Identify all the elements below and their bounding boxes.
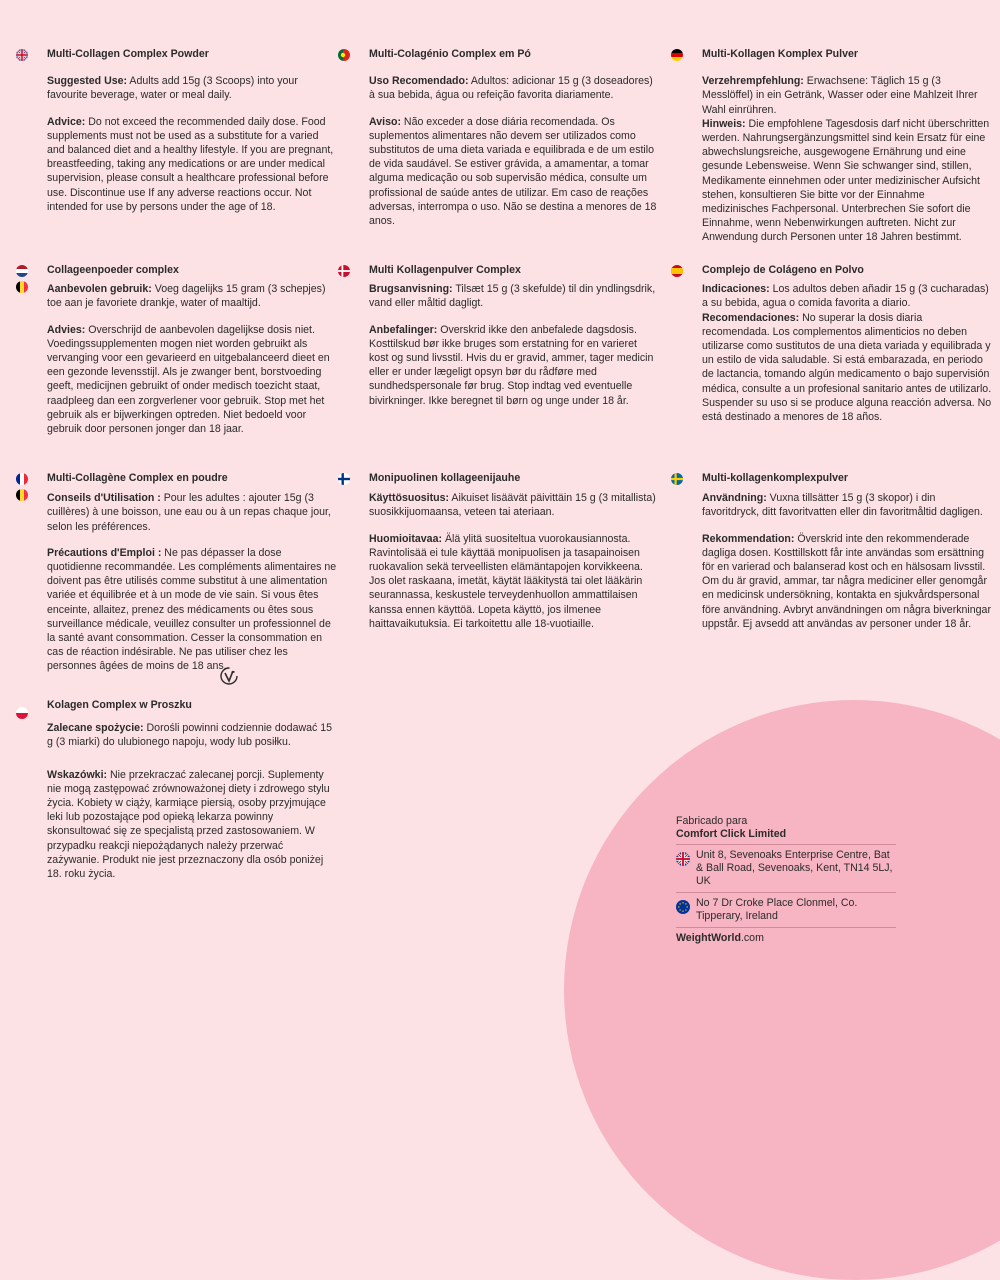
suggested-use: Uso Recomendado: Adultos: adicionar 15 g (3 doseadores) à sua bebida, água ou refeição favorita diariamente. [369,75,653,102]
section-sv [702,471,992,631]
section-title: Multi-kollagenkomplexpulver [702,472,848,484]
suggested-use: Aanbevolen gebruik: Voeg dagelijks 15 gram (3 schepjes) toe aan je favoriete drankje, water of maaltijd. [47,283,326,310]
advice: Advies: Overschrijd de aanbevolen dagelijkse dosis niet. Voedingssupplementen mogen niet worden gebruikt als vervanging voor een gevarieerd en uitgebalanceerd dieet en een gezonde levensstijl. Als je zwanger bent, borstvoeding geeft, medicijnen gebruikt of onder medisch toezicht staat, raadpleeg dan een zorgverlener voor gebruik. Stop met het gebruik als er bijwerkingen optreden. Niet bedoeld voor gebruik door personen jonger dan 18 jaar. [47,323,330,436]
poland-flag-icon [16,707,28,719]
eu-flag-icon [676,900,690,914]
section-fr [47,471,337,674]
advice: Aviso: Não exceder a dose diária recomendada. Os suplementos alimentares não devem ser utilizados como substitutos de uma dieta variada e equilibrada e de um estilo de vida saudável. Se estiver grávida, a amamentar, a tomar alguma medicação ou sob supervisão médica, consulte um profissional de saúde antes de utilizar. Em caso de reações adversas, interrompa o uso. Não se destina a menores de 18 anos. [369,115,657,228]
section-de [702,47,992,245]
sweden-flag-icon [671,473,683,485]
suggested-use: Verzehrempfehlung: Erwachsene: Täglich 15 g (3 Messlöffel) in ein Getränk, Wasser oder eine Mahlzeit Ihrer Wahl einrühren. [702,75,978,116]
france-flag-icon [16,473,28,485]
section-title: Multi Kollagenpulver Complex [369,264,521,276]
advice: Advice: Do not exceed the recommended daily dose. Food supplements must not be used as a substitute for a varied and balanced diet and a healthy lifestyle. If you are pregnant, breastfeeding, taking any medications or are under medical supervision, please consult a healthcare professional before use. Discontinue use If any adverse reactions occur. Not intended for use by persons under the age of 18. [47,115,334,213]
finland-flag-icon [338,473,350,485]
section-pl [47,698,337,881]
advice: Wskazówki: Nie przekraczać zalecanej porcji. Suplementy nie mogą zastępować zrównoważonej diety i zdrowego stylu życia. Kobiety w ciąży, karmiące piersią, osoby przyjmujące leki lub pozostające pod opieką lekarza powinny skonsultować się ze specjalistą przed zastosowaniem. W przypadku reakcji niepożądanych należy przerwać zażywanie. Produkt nie jest przeznaczony dla osób poniżej 18. roku życia. [47,768,330,881]
belgium-flag-icon [16,489,28,501]
uk-address: Unit 8, Sevenoaks Enterprise Centre, Bat & Ball Road, Sevenoaks, Kent, TN14 5LJ, UK [676,844,896,892]
section-en [47,47,337,214]
suggested-use: Brugsanvisning: Tilsæt 15 g (3 skefulde) til din yndlingsdrik, vand eller måltid dagligt. [369,283,656,310]
netherlands-flag-icon [16,265,28,277]
uk-flag-icon [16,49,28,61]
advice: Précautions d'Emploi : Ne pas dépasser la dose quotidienne recommandée. Les compléments alimentaires ne doivent pas être utilisés comme substitut à une alimentation variée et équilibrée et à un mode de vie sain. Si vous êtes enceinte, allaitez, prenez des médicaments ou êtes sous surveillance médicale, veuillez consulter un professionnel de la santé avant consommation. Cesser la consommation en cas de réaction indésirable. Ne pas utiliser chez les personnes âgées de moins de 18 ans. [47,546,337,673]
vegan-icon [219,666,239,686]
portugal-flag-icon [338,49,350,61]
section-da [369,263,659,408]
suggested-use: Indicaciones: Los adultos deben añadir 15 g (3 cucharadas) a su bebida, agua o comida favorita a diario. [702,283,989,310]
section-title: Kolagen Complex w Proszku [47,699,192,711]
section-title: Monipuolinen kollageenijauhe [369,472,521,484]
advice: Hinweis: Die empfohlene Tagesdosis darf nicht überschritten werden. Nahrungsergänzungsmittel sind kein Ersatz für eine abwechslungsreiche, ausgewogene Ernährung und eine gesunde Lebensweise. Wenn Sie schwanger sind, stillen, Medikamente einnehmen oder unter medizinischer Aufsicht stehen, konsultieren Sie bitte vor der Einnahme medizinisches Fachpersonal. Unterbrechen Sie sofort die Einnahme, wenn Nebenwirkungen auftreten. Nicht zur Anwendung durch Personen unter 18 Jahren bestimmt. [702,117,990,244]
suggested-use: Suggested Use: Adults add 15g (3 Scoops) into your favourite beverage, water or meal daily. [47,75,298,102]
section-title: Multi-Collagen Complex Powder [47,48,209,60]
manufacturer-info [676,815,896,945]
section-title: Multi-Colagénio Complex em Pó [369,48,531,60]
section-title: Collageenpoeder complex [47,264,179,276]
advice: Huomioitavaa: Älä ylitä suositeltua vuorokausiannosta. Ravintolisää ei tule käyttää monipuolisen ja tasapainoisen ruokavalion sekä terveellisten elämäntapojen korvikkeena. Jos olet raskaana, imetät, käytät lääkitystä tai olet lääkärin seurannassa, keskustele terveydenhuollon ammattilaisen kanssa ennen käyttöä. Lopeta käyttö, jos ilmenee haittavaikutuksia. Ei tarkoitettu alle 18-vuotiaille. [369,532,643,630]
made-for-label: Fabricado para [676,815,748,827]
germany-flag-icon [671,49,683,61]
belgium-flag-icon [16,281,28,293]
denmark-flag-icon [338,265,350,277]
section-pt [369,47,659,228]
advice: Recomendaciones: No superar la dosis diaria recomendada. Los complementos alimenticios no deben utilizarse como sustitutos de una dieta variada y equilibrada y un estilo de vida saludable. Si está embarazada, en periodo de lactancia, tomando algún medicamento o bajo supervisión médica, consulte a un profesional sanitario antes de utilizarlo. Suspender su uso si se produce alguna reacción adversa. No está destinado a menores de 18 años. [702,311,992,424]
spain-flag-icon [671,265,683,277]
company-name: Comfort Click Limited [676,828,787,840]
section-title: Complejo de Colágeno en Polvo [702,264,864,276]
suggested-use: Zalecane spożycie: Dorośli powinni codziennie dodawać 15 g (3 miarki) do ulubionego napoju, wody lub posiłku. [47,722,333,749]
advice: Rekommendation: Överskrid inte den rekommenderade dagliga dosen. Kosttillskott får inte användas som ersättning för en varierad och balanserad kost och en hälsosam livsstil. Om du är gravid, ammar, tar några mediciner eller genomgår en medicinsk undersökning, kontakta en sjukvårdspersonal före användning. Avbryt användningen om några biverkningar uppstår. Ej avsedd att användas av personer under 18 år. [702,532,991,630]
suggested-use: Käyttösuositus: Aikuiset lisäävät päivittäin 15 g (3 mitallista) suosikkijuomaansa, veteen tai ateriaan. [369,492,656,519]
uk-flag-icon [676,852,690,866]
section-fi [369,471,659,631]
suggested-use: Användning: Vuxna tillsätter 15 g (3 skopor) i din favoritdryck, ditt favoritvatten eller din favoritmåltid dagligen. [702,492,983,519]
section-nl [47,263,337,436]
advice: Anbefalinger: Overskrid ikke den anbefalede dagsdosis. Kosttilskud bør ikke bruges som erstatning for en varieret kost og sund livsstil. Hvis du er gravid, ammer, tager medicin eller er under lægeligt opsyn bør du rådføre med sundhedspersonale før brug. Stop indtag ved eventuelle bivirkninger. Ikke beregnet til børn og unge under 18 år. [369,323,654,407]
section-es [702,263,992,424]
ie-address: No 7 Dr Croke Place Clonmel, Co. Tipperary, Ireland [676,892,896,927]
decorative-circle [564,700,1000,1280]
section-title: Multi-Collagène Complex en poudre [47,472,228,484]
section-title: Multi-Kollagen Komplex Pulver [702,48,858,60]
suggested-use: Conseils d'Utilisation : Pour les adultes : ajouter 15g (3 cuillères) à une boisson, une eau ou à un repas chaque jour, selon les préférences. [47,492,331,533]
brand-website: WeightWorld.com [676,927,896,945]
